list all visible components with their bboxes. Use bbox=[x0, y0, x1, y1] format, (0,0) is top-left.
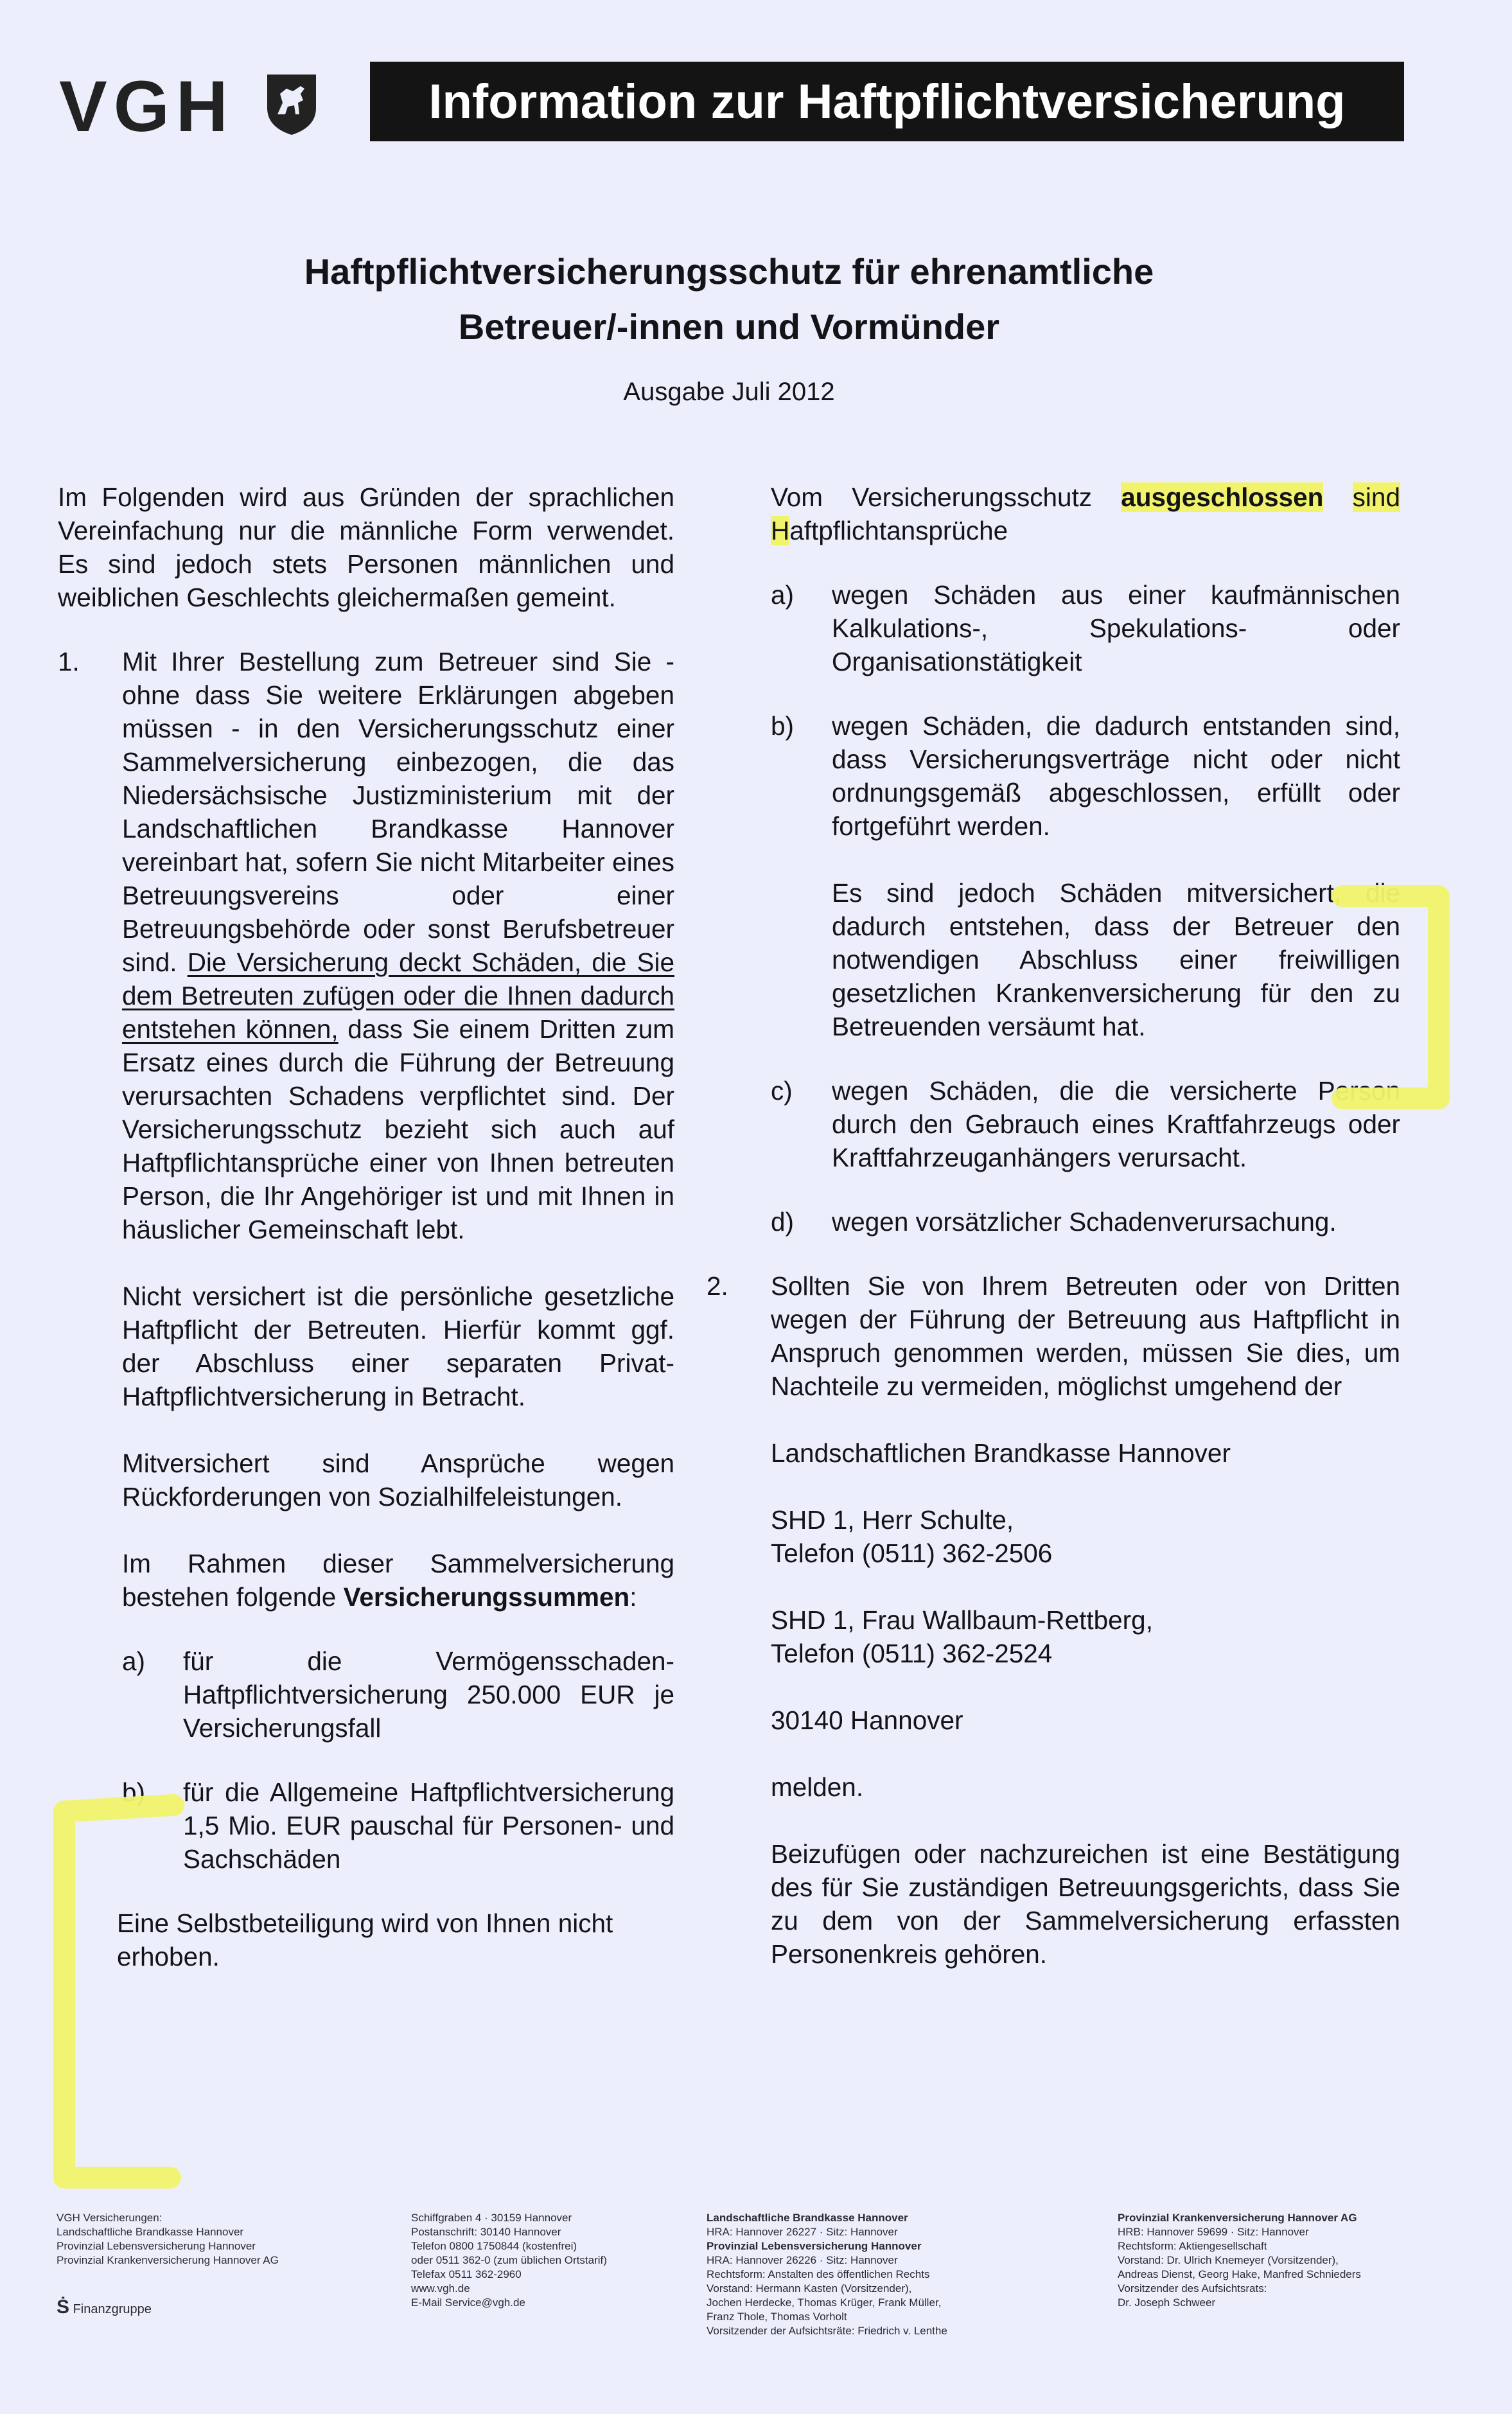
not-insured-paragraph: Nicht versichert ist die persönliche gesetzliche Haftpflicht der Betreuten. Hierfür kommt ggf. der Abschluss einer separaten Privat-Haftpflichtversicherung in Betracht. bbox=[122, 1282, 674, 1411]
heading-line-2: Betreuer/-innen und Vormünder bbox=[458, 306, 1000, 347]
sum-b-letter: b) bbox=[122, 1777, 146, 1807]
footer-line: Rechtsform: Aktiengesellschaft bbox=[1118, 2240, 1267, 2252]
contact-2-name: SHD 1, Frau Wallbaum-Rettberg, bbox=[771, 1605, 1153, 1635]
section-2 bbox=[707, 1269, 1400, 1971]
exclusion-b-text: wegen Schäden, die dadurch entstanden sind, dass Versicherungsverträge nicht oder nicht ordnungsgemäß abgeschlossen, erfüllt oder fortgeführt werden. bbox=[832, 711, 1400, 841]
footer-line: Jochen Herdecke, Thomas Krüger, Frank Müller, bbox=[707, 2296, 942, 2309]
section-1 bbox=[58, 645, 674, 1876]
exclusion-c-text: wegen Schäden, die die versicherte Person durch den Gebrauch eines Kraftfahrzeugs oder Kraftfahrzeuganhängers verursacht. bbox=[832, 1076, 1400, 1172]
postal-city: 30140 Hannover bbox=[771, 1705, 963, 1735]
footer-line: Franz Thole, Thomas Vorholt bbox=[707, 2311, 847, 2323]
contact-1-name: SHD 1, Herr Schulte, bbox=[771, 1505, 1014, 1535]
company-name: Landschaftlichen Brandkasse Hannover bbox=[771, 1438, 1231, 1468]
exclusion-a-letter: a) bbox=[771, 580, 795, 610]
highlighted-fragment: sind H bbox=[771, 482, 1400, 545]
exclusion-c-letter: c) bbox=[771, 1076, 793, 1106]
footer-line: Dr. Joseph Schweer bbox=[1118, 2296, 1216, 2309]
footer-line: www.vgh.de bbox=[411, 2282, 470, 2295]
footer-line: Postanschrift: 30140 Hannover bbox=[411, 2226, 561, 2238]
sum-item-b bbox=[122, 1775, 674, 1876]
highlighter-bracket-right bbox=[1330, 883, 1458, 1114]
main-heading bbox=[128, 244, 1330, 355]
co-insured-paragraph: Mitversichert sind Ansprüche wegen Rückforderungen von Sozialhilfeleistungen. bbox=[122, 1449, 674, 1511]
footer-line: Provinzial Lebensversicherung Hannover bbox=[57, 2240, 256, 2252]
footer-col-4 bbox=[1118, 2211, 1361, 2310]
section-2-paragraph: Sollten Sie von Ihrem Betreuten oder von Dritten wegen der Führung der Betreuung aus Haftpflicht in Anspruch genommen werden, müssen Sie dies, um Nachteile zu vermeiden, möglichst umgehend der bbox=[771, 1271, 1400, 1401]
sums-intro-text: Im Rahmen dieser Sammelversicherung bestehen folgende bbox=[122, 1549, 674, 1612]
footer-line: Andreas Dienst, Georg Hake, Manfred Schnieders bbox=[1118, 2268, 1361, 2280]
vgh-logo: VGH bbox=[59, 66, 234, 146]
exclusion-d-text: wegen vorsätzlicher Schadenverursachung. bbox=[832, 1207, 1337, 1237]
footer-line: Landschaftliche Brandkasse Hannover bbox=[707, 2212, 908, 2224]
sum-a-text: für die Vermögensschaden-Haftpflichtversicherung 250.000 EUR je Versicherungsfall bbox=[183, 1646, 674, 1743]
footer-col-1 bbox=[57, 2211, 279, 2268]
intro-paragraph: Im Folgenden wird aus Gründen der sprachlichen Vereinfachung nur die männliche Form verwendet. Es sind jedoch stets Personen männlichen und weiblichen Geschlechts gleichermaßen gemeint. bbox=[58, 482, 674, 612]
contact-1-phone: Telefon (0511) 362-2506 bbox=[771, 1538, 1053, 1568]
exclusion-b-letter: b) bbox=[771, 711, 795, 741]
exclusion-d-letter: d) bbox=[771, 1207, 795, 1237]
footer-line: Vorstand: Hermann Kasten (Vorsitzender), bbox=[707, 2282, 912, 2295]
footer-line: VGH Versicherungen: bbox=[57, 2212, 163, 2224]
footer-line: Provinzial Krankenversicherung Hannover AG bbox=[1118, 2212, 1357, 2224]
footer-line: E-Mail Service@vgh.de bbox=[411, 2296, 525, 2309]
sums-intro-paragraph bbox=[122, 1547, 674, 1614]
horse-shield-icon bbox=[265, 72, 319, 136]
section-1-number: 1. bbox=[58, 647, 80, 676]
footer-line: Telefon 0800 1750844 (kostenfrei) bbox=[411, 2240, 577, 2252]
exclusion-b-note: Es sind jedoch Schäden mitversichert, die dadurch entstehen, dass der Betreuer den notwendigen Abschluss einer freiwilligen gesetzlichen Krankenversicherung für den zu Betreuenden versäumt hat. bbox=[832, 878, 1400, 1041]
exclusion-a bbox=[771, 578, 1400, 678]
left-column bbox=[58, 480, 674, 1973]
report-text: melden. bbox=[771, 1772, 864, 1802]
sum-item-a bbox=[122, 1644, 674, 1745]
footer-line: Vorstand: Dr. Ulrich Knemeyer (Vorsitzender), bbox=[1118, 2254, 1339, 2266]
exclusion-d bbox=[771, 1205, 1400, 1238]
highlighted-excluded-word: ausgeschlossen bbox=[1121, 482, 1324, 512]
sum-b-text: für die Allgemeine Haftpflichtversicherung 1,5 Mio. EUR pauschal für Personen- und Sachschäden bbox=[183, 1777, 674, 1874]
footer-line: Provinzial Krankenversicherung Hannover AG bbox=[57, 2254, 279, 2266]
underlined-coverage-text: Die Versicherung deckt Schäden, die Sie dem Betreuten zufügen oder die Ihnen dadurch entstehen können, bbox=[122, 947, 674, 1044]
exclusion-intro-end: aftpflichtansprüche bbox=[789, 516, 1008, 545]
footer-line: Vorsitzender des Aufsichtsrats: bbox=[1118, 2282, 1267, 2295]
footer-line: Telefax 0511 362-2960 bbox=[411, 2268, 522, 2280]
footer-col-3 bbox=[707, 2211, 947, 2338]
finanzgruppe-label: Finanzgruppe bbox=[73, 2302, 152, 2316]
footer-line: Landschaftliche Brandkasse Hannover bbox=[57, 2226, 244, 2238]
document-title-bar: Information zur Haftpflichtversicherung bbox=[370, 62, 1404, 141]
right-column bbox=[707, 480, 1400, 1971]
section-1-paragraph bbox=[122, 645, 674, 1246]
footer-line: HRA: Hannover 26227 · Sitz: Hannover bbox=[707, 2226, 898, 2238]
highlighter-bracket-left bbox=[26, 1792, 193, 2203]
section-2-number: 2. bbox=[707, 1271, 728, 1301]
footer-line: Schiffgraben 4 · 30159 Hannover bbox=[411, 2212, 572, 2224]
heading-line-1: Haftpflichtversicherungsschutz für ehrenamtliche bbox=[304, 251, 1154, 292]
contact-2-phone: Telefon (0511) 362-2524 bbox=[771, 1639, 1053, 1668]
exclusion-intro bbox=[771, 480, 1400, 547]
exclusion-intro-text: Vom Versicherungsschutz bbox=[771, 482, 1092, 512]
section-1-text-start: Mit Ihrer Bestellung zum Betreuer sind Sie - ohne dass Sie weitere Erklärungen abgeben müssen - in den Versicherungsschutz einer Sammelversicherung einbezogen, die das Niedersächsische Justizministerium mit der Landschaftlichen Brandkasse Hannover vereinbart hat, sofern Sie nicht Mitarbeiter eines Betreuungsvereins oder einer Betreuungsbehörde oder sonst Berufsbetreuer sind. bbox=[122, 647, 674, 977]
exclusion-c bbox=[771, 1074, 1400, 1174]
finanzgruppe-logo bbox=[57, 2296, 152, 2318]
footer-col-2 bbox=[411, 2211, 607, 2310]
sums-bold-label: Versicherungssummen bbox=[343, 1582, 630, 1612]
exclusion-b bbox=[771, 709, 1400, 1043]
exclusion-a-text: wegen Schäden aus einer kaufmännischen Kalkulations-, Spekulations- oder Organisationstätigkeit bbox=[832, 580, 1400, 676]
sparkasse-s-icon: Ṡ bbox=[57, 2296, 70, 2318]
edition-date: Ausgabe Juli 2012 bbox=[623, 378, 835, 406]
footer-line: Vorsitzender der Aufsichtsräte: Friedrich v. Lenthe bbox=[707, 2325, 947, 2337]
footer-line: HRA: Hannover 26226 · Sitz: Hannover bbox=[707, 2254, 898, 2266]
sum-a-letter: a) bbox=[122, 1646, 146, 1676]
deductible-paragraph: Eine Selbstbeteiligung wird von Ihnen nicht erhoben. bbox=[117, 1908, 613, 1971]
footer-line: oder 0511 362-0 (zum üblichen Ortstarif) bbox=[411, 2254, 607, 2266]
section-1-text-end: dass Sie einem Dritten zum Ersatz eines durch die Führung der Betreuung verursachten Schadens verpflichtet sind. Der Versicherungsschutz bezieht sich auch auf Haftpflichtansprüche einer von Ihnen betreuten Person, die Ihr Angehöriger ist und mit Ihnen in häuslicher Gemeinschaft lebt. bbox=[122, 1014, 674, 1244]
footer-line: HRB: Hannover 59699 · Sitz: Hannover bbox=[1118, 2226, 1309, 2238]
sums-colon: : bbox=[629, 1582, 637, 1612]
footer-line: Provinzial Lebensversicherung Hannover bbox=[707, 2240, 922, 2252]
attachment-paragraph: Beizufügen oder nachzureichen ist eine Bestätigung des für Sie zuständigen Betreuungsgerichts, dass Sie zu dem von der Sammelversicherung erfassten Personenkreis gehören. bbox=[771, 1839, 1400, 1969]
footer-line: Rechtsform: Anstalten des öffentlichen Rechts bbox=[707, 2268, 930, 2280]
